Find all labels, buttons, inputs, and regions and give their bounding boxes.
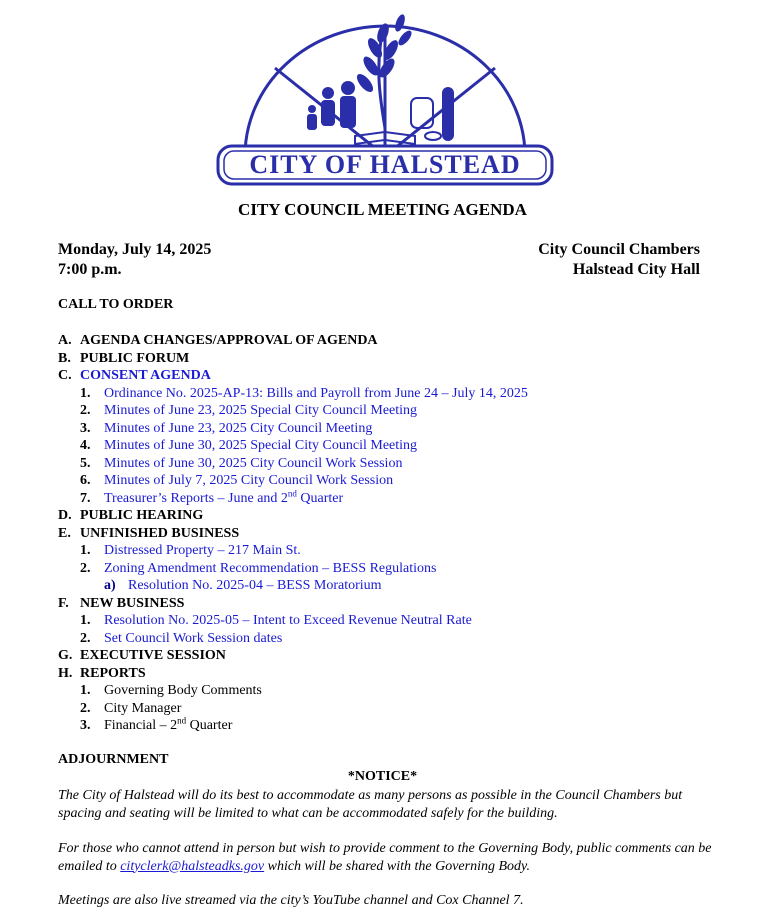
item-text: Minutes of June 30, 2025 City Council Work Session <box>104 455 403 471</box>
section-label: AGENDA CHANGES/APPROVAL OF AGENDA <box>80 333 378 348</box>
section-label: REPORTS <box>80 665 146 681</box>
notice-paragraph-2 <box>58 840 718 875</box>
item-text: Minutes of June 30, 2025 Special City Council Meeting <box>104 438 418 453</box>
section-h <box>58 665 528 683</box>
section-letter: B. <box>58 350 71 366</box>
meeting-location-building: Halstead City Hall <box>572 261 700 278</box>
list-item <box>58 385 528 403</box>
item-text: City Manager <box>104 700 182 716</box>
section-letter: D. <box>58 508 72 523</box>
item-number: a) <box>104 578 116 593</box>
email-link[interactable]: cityclerk@halsteadks.gov <box>120 858 265 874</box>
section-label: EXECUTIVE SESSION <box>80 648 226 663</box>
list-subitem <box>58 577 528 595</box>
section-label: NEW BUSINESS <box>80 595 185 611</box>
item-text: Governing Body Comments <box>104 683 262 698</box>
section-c <box>58 367 528 385</box>
item-text-pre: Treasurer’s Reports – June and 2 <box>104 490 288 506</box>
section-a <box>58 332 528 350</box>
meeting-date: Monday, July 14, 2025 <box>58 241 212 258</box>
list-item <box>58 487 528 508</box>
ordinal-suffix: nd <box>177 715 187 726</box>
section-b <box>58 350 528 368</box>
section-letter: G. <box>58 648 73 663</box>
meeting-location <box>538 240 700 280</box>
section-letter: E. <box>58 525 71 541</box>
item-text: Minutes of July 7, 2025 City Council Work Session <box>104 473 394 488</box>
item-number: 2. <box>80 403 91 418</box>
item-number: 1. <box>80 613 91 628</box>
agenda-list <box>58 332 528 735</box>
item-number: 6. <box>80 473 91 488</box>
item-text: Minutes of June 23, 2025 Special City Council Meeting <box>104 403 418 418</box>
notice-heading: *NOTICE* <box>347 769 418 784</box>
section-label: CONSENT AGENDA <box>80 368 211 383</box>
section-letter: F. <box>58 595 69 611</box>
item-text: Set Council Work Session dates <box>104 630 283 646</box>
list-item <box>58 682 528 700</box>
section-g <box>58 647 528 665</box>
list-item <box>58 437 528 455</box>
section-f <box>58 595 528 613</box>
section-d <box>58 507 528 525</box>
list-item <box>58 455 528 473</box>
item-number: 7. <box>80 490 91 506</box>
item-text: Zoning Amendment Recommendation – BESS Regulations <box>104 560 437 576</box>
item-number: 2. <box>80 700 91 716</box>
item-text: Resolution No. 2025-05 – Intent to Exceed Revenue Neutral Rate <box>104 613 472 628</box>
item-number: 1. <box>80 543 91 558</box>
section-label: UNFINISHED BUSINESS <box>80 525 240 541</box>
list-item <box>58 420 528 438</box>
item-text: Ordinance No. 2025-AP-13: Bills and Payroll from June 24 – July 14, 2025 <box>104 385 528 401</box>
family-icon <box>307 81 356 130</box>
item-number: 1. <box>80 385 91 401</box>
item-text: Resolution No. 2025-04 – BESS Moratorium <box>128 578 382 593</box>
item-text: Distressed Property – 217 Main St. <box>104 543 301 558</box>
section-letter: H. <box>58 665 73 681</box>
ordinal-suffix: nd <box>287 487 297 498</box>
item-number: 3. <box>80 718 91 733</box>
item-number: 2. <box>80 630 91 646</box>
item-text-post: Quarter <box>186 718 233 733</box>
section-label: PUBLIC FORUM <box>80 350 190 366</box>
adjournment: ADJOURNMENT <box>58 752 169 767</box>
item-text <box>104 487 344 506</box>
notice-paragraph-3: Meetings are also live streamed via the city’s YouTube channel and Cox Channel 7. <box>58 893 524 908</box>
page-title: CITY COUNCIL MEETING AGENDA <box>238 200 527 219</box>
section-letter: A. <box>58 333 72 348</box>
item-text-post: Quarter <box>296 490 344 506</box>
meeting-location-room: City Council Chambers <box>538 241 700 258</box>
item-number: 5. <box>80 455 91 471</box>
section-label: PUBLIC HEARING <box>80 508 204 523</box>
item-number: 4. <box>80 438 91 453</box>
item-number: 3. <box>80 420 91 436</box>
meeting-time: 7:00 p.m. <box>58 261 122 278</box>
section-letter: C. <box>58 368 72 383</box>
city-name-logo-text: CITY OF HALSTEAD <box>249 150 521 179</box>
list-item <box>58 717 528 735</box>
notice-text-post: which will be shared with the Governing Body. <box>264 858 530 874</box>
lab-icon <box>411 88 453 140</box>
list-item <box>58 402 528 420</box>
list-item <box>58 630 528 648</box>
list-item <box>58 612 528 630</box>
list-item <box>58 542 528 560</box>
item-number: 1. <box>80 683 91 698</box>
list-item <box>58 560 528 578</box>
call-to-order: CALL TO ORDER <box>58 297 174 312</box>
notice-paragraph-1: The City of Halstead will do its best to accommodate as many persons as possible in the Council Chambers but spacing and seating will be limited to what can be accommodated safely for the building. <box>58 788 683 821</box>
item-number: 2. <box>80 560 91 576</box>
item-text-pre: Financial – 2 <box>104 718 178 733</box>
list-item <box>58 700 528 718</box>
item-text: Minutes of June 23, 2025 City Council Meeting <box>104 420 373 436</box>
section-e <box>58 525 528 543</box>
item-text <box>104 715 233 733</box>
notice-text-pre: For those who cannot attend in person but wish to provide comment to the Governing Body, public comments can be emailed to <box>58 841 712 874</box>
meeting-datetime <box>58 240 211 280</box>
